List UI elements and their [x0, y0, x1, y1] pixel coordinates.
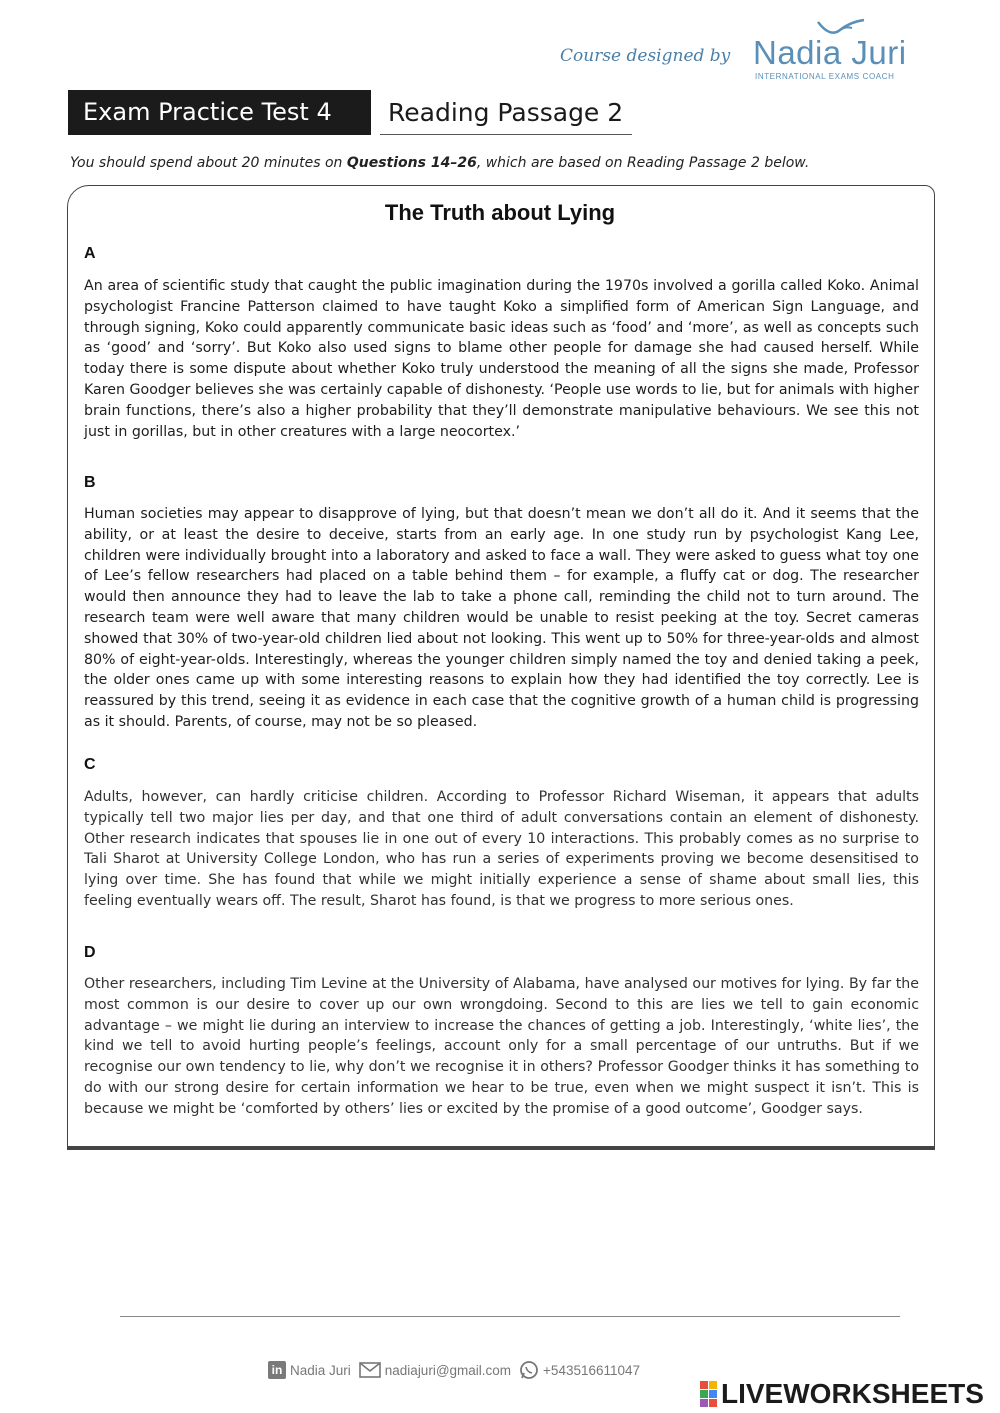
instruction-questions: Questions 14–26: [346, 155, 477, 171]
contact-footer: [268, 1360, 640, 1380]
brand-name: Nadia Juri: [753, 34, 907, 71]
section-letter-a: A: [84, 245, 96, 262]
linkedin-icon: in: [268, 1361, 286, 1379]
instruction-pre: You should spend about 20 minutes on: [70, 155, 347, 171]
liveworksheets-text: LIVEWORKSHEETS: [721, 1378, 984, 1409]
instruction-post: , which are based on Reading Passage 2 below.: [476, 155, 810, 171]
whatsapp-icon: [519, 1360, 539, 1380]
phone-number[interactable]: +543516611047: [543, 1362, 641, 1378]
test-label: Exam Practice Test 4: [68, 90, 371, 135]
mail-icon: [359, 1362, 381, 1378]
liveworksheets-logo-icon: [700, 1381, 717, 1407]
passage-frame-bottom: [67, 1146, 935, 1154]
instruction: [70, 155, 970, 171]
brand-subtitle: INTERNATIONAL EXAMS COACH: [755, 72, 895, 81]
section-letter-c: C: [84, 756, 96, 773]
linkedin-name[interactable]: Nadia Juri: [290, 1362, 351, 1378]
section-letter-d: D: [84, 944, 96, 961]
brand-block: [560, 18, 940, 88]
passage-label: Reading Passage 2: [380, 90, 632, 135]
section-letter-b: B: [84, 474, 96, 491]
section-text-b: Human societies may appear to disapprove of lying, but that doesn’t mean we don’t all do it. And it seems that the ability, or at least the desire to deceive, starts from an early age. In one study run by psychologist Kang Lee, children were individually brought into a laboratory and asked to face a wall. They were asked to guess what toy one of Lee’s fellow researchers had placed on a table behind them – for example, a fluffy cat or dog. The researcher would then announce they had to leave the lab to take a phone call, reminding the child not to turn around. The research team were well aware that many children would be unable to resist peeking at the toy. Secret cameras showed that 30% of two-year-old children lied about not looking. This went up to 50% for three-year-olds and almost 80% of eight-year-olds. Interestingly, whereas the younger children simply named the toy and denied taking a peek, the older ones came up with some interesting reasons to explain how they had identified the toy correctly. Lee is reassured by this trend, seeing it as evidence in each case that the cognitive growth of a human child is progressing as it should. Parents, of course, may not be so pleased.: [84, 506, 919, 730]
section-text-a: An area of scientific study that caught the public imagination during the 1970s involved a gorilla called Koko. Animal psychologist Francine Patterson claimed to have taught Koko a simplified form of American Sign Language, and through signing, Koko could apparently communicate basic ideas such as ‘food’ and ‘more’, as well as concepts such as ‘good’ and ‘sorry’. But Koko also used signs to blame other people for damage she had caused herself. While today there is some dispute about whether Koko truly understood the meaning of all the signs she made, Professor Karen Goodger believes she was certainly capable of dishonesty. ‘People use words to lie, but for animals with higher brain functions, there’s also a higher probability that they’ll demonstrate manipulative behaviours. We see this not just in gorillas, but in other creatures with a large neocortex.’: [84, 278, 919, 440]
brand-tagline: Course designed by: [560, 46, 731, 66]
footer-divider: [120, 1316, 900, 1317]
email-link[interactable]: nadiajuri@gmail.com: [384, 1362, 512, 1378]
section-text-c: Adults, however, can hardly criticise children. According to Professor Richard Wiseman, it appears that adults typically tell two major lies per day, and that one third of adult conversations contain an element of dishonesty. Other research indicates that spouses lie in one out of every 10 interactions. This probably comes as no surprise to Tali Sharot at University College London, who has run a series of experiments proving we become desensitised to lying over time. She has found that while we might initially experience a sense of shame about small lies, this feeling eventually wears off. The result, Sharot has found, is that we progress to more serious ones.: [84, 789, 919, 909]
liveworksheets-watermark: [700, 1378, 984, 1410]
passage-title: The Truth about Lying: [384, 200, 616, 225]
section-text-d: Other researchers, including Tim Levine at the University of Alabama, have analysed our motives for lying. By far the most common is our desire to cover up our own wrongdoing. Second to this are lies we tell to gain economic advantage – we might lie during an interview to increase the chances of getting a job. Interestingly, ‘white lies’, the kind we tell to avoid hurting people’s feelings, account only for a small percentage of our untruths. But if we recognise our own tendency to lie, why don’t we recognise it in others? Professor Goodger thinks it has something to do with our strong desire for certain information we hear to be true, even when we might suspect it isn’t. This is because we might be ‘comforted by others’ lies or excited by the promise of a good outcome’, Goodger says.: [84, 976, 919, 1117]
